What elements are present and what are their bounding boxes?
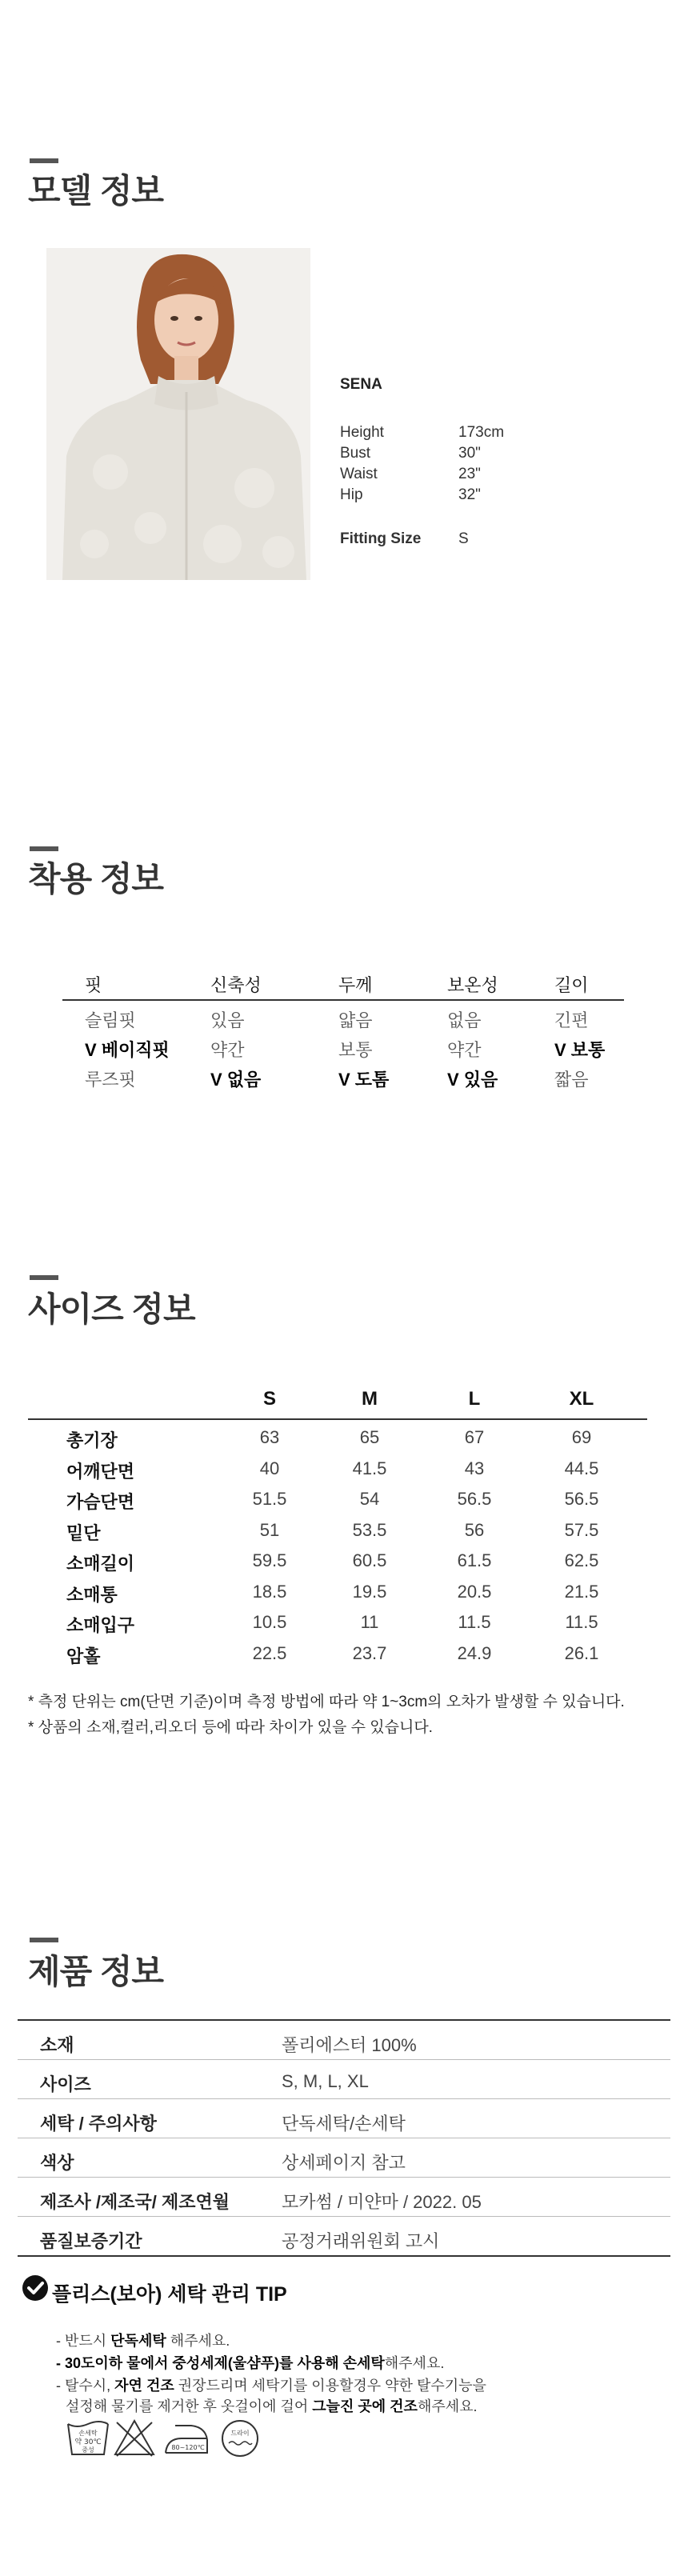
care-text: - 탈수시, — [56, 2378, 115, 2394]
size-row-label: 소매입구 — [66, 1615, 135, 1635]
fit-cell-selected: V 베이직핏 — [85, 1040, 170, 1060]
care-line — [56, 2330, 230, 2350]
size-table-row — [28, 1636, 647, 1667]
size-header-cell: L — [468, 1388, 481, 1410]
size-cell: 43 — [464, 1458, 485, 1478]
size-cell: 65 — [359, 1427, 380, 1447]
dry-clean-label: 드라이 — [230, 2430, 250, 2437]
size-cell: 18.5 — [252, 1581, 287, 1602]
fit-table-row — [62, 1030, 624, 1060]
size-cell: 56.5 — [457, 1489, 492, 1509]
size-section-bar — [30, 1275, 58, 1280]
fit-cell: 루즈핏 — [85, 1070, 136, 1090]
product-value: 공정거래위원회 고시 — [282, 2231, 440, 2251]
product-value: S, M, L, XL — [282, 2071, 369, 2091]
size-note: * 측정 단위는 cm(단면 기준)이며 측정 방법에 따라 약 1~3cm의 오차가 발생할 수 있습니다. — [28, 1694, 625, 1710]
wash-bottom-label: 중성 — [82, 2446, 94, 2454]
fit-header-cell: 보온성 — [447, 975, 498, 995]
size-section-title: 사이즈 정보 — [28, 1290, 195, 1328]
size-cell: 11.5 — [458, 1612, 491, 1632]
hand-wash-icon — [66, 2418, 110, 2463]
model-stat-label: Height — [340, 424, 384, 441]
model-section-title: 모델 정보 — [28, 172, 163, 210]
product-row — [18, 2021, 670, 2060]
size-cell: 23.7 — [352, 1642, 387, 1663]
product-label: 제조사 /제조국/ 제조연월 — [40, 2192, 230, 2212]
product-value: 단독세탁/손세탁 — [282, 2114, 406, 2134]
size-cell: 67 — [464, 1427, 485, 1447]
size-cell: 21.5 — [564, 1581, 599, 1602]
size-note: * 상품의 소재,컬러,리오더 등에 따라 차이가 있을 수 있습니다. — [28, 1719, 433, 1736]
size-cell: 41.5 — [352, 1458, 387, 1478]
product-section-title: 제품 정보 — [28, 1953, 163, 1990]
care-line — [66, 2395, 478, 2416]
care-text: 해주세요. — [166, 2333, 230, 2349]
wash-temp-label: 약 30℃ — [74, 2438, 102, 2446]
care-line — [56, 2374, 486, 2395]
fit-table-body — [62, 1001, 624, 1090]
fit-table — [62, 964, 624, 1090]
product-value: 모카썸 / 미얀마 / 2022. 05 — [282, 2192, 482, 2212]
size-table-body — [28, 1420, 647, 1666]
size-cell: 26.1 — [564, 1642, 599, 1663]
care-text-bold: - 30도이하 물에서 중성세제(울샴푸)를 사용해 손세탁 — [56, 2355, 385, 2371]
fit-header-cell: 길이 — [554, 975, 589, 995]
fit-cell: 있음 — [210, 1010, 245, 1030]
fit-cell: 약간 — [447, 1040, 482, 1060]
size-row-label: 가슴단면 — [66, 1492, 135, 1512]
iron-temp-label: 80~120℃ — [171, 2444, 205, 2451]
size-table — [28, 1380, 647, 1666]
size-cell: 56.5 — [564, 1489, 599, 1509]
model-stat-label: Waist — [340, 466, 378, 482]
size-cell: 22.5 — [252, 1642, 287, 1663]
fit-cell: 긴편 — [554, 1010, 589, 1030]
fit-header-cell: 신축성 — [210, 975, 262, 995]
fit-cell: 짧음 — [554, 1070, 589, 1090]
size-cell: 60.5 — [352, 1550, 387, 1570]
product-row — [18, 2138, 670, 2178]
wash-top-label: 손세탁 — [78, 2430, 98, 2437]
size-cell: 51 — [259, 1519, 280, 1540]
product-section-bar — [30, 1938, 58, 1942]
size-table-row — [28, 1451, 647, 1482]
size-cell: 11.5 — [565, 1612, 598, 1632]
fit-table-row — [62, 1060, 624, 1090]
size-cell: 51.5 — [252, 1489, 287, 1509]
size-cell: 54 — [359, 1489, 380, 1509]
fit-cell: 없음 — [447, 1010, 482, 1030]
size-cell: 62.5 — [564, 1550, 599, 1570]
product-table — [18, 2019, 670, 2257]
care-text-bold: 자연 건조 — [114, 2378, 174, 2394]
product-row — [18, 2217, 670, 2257]
product-row — [18, 2178, 670, 2217]
model-photo — [46, 248, 310, 580]
iron-icon — [162, 2418, 210, 2463]
dry-clean-icon — [218, 2418, 262, 2463]
size-table-row — [28, 1482, 647, 1513]
size-cell: 20.5 — [457, 1581, 492, 1602]
product-value: 폴리에스터 100% — [282, 2035, 417, 2055]
model-stat-label: Bust — [340, 445, 371, 462]
size-cell: 63 — [259, 1427, 280, 1447]
product-label: 세탁 / 주의사항 — [40, 2114, 157, 2134]
model-stat-value: 32" — [458, 486, 481, 503]
care-text: 해주세요. — [384, 2355, 445, 2371]
fit-cell-selected: V 있음 — [447, 1070, 498, 1090]
model-stat-value: 30" — [458, 445, 481, 462]
product-row — [18, 2060, 670, 2099]
size-cell: 24.9 — [457, 1642, 492, 1663]
size-row-label: 총기장 — [66, 1430, 118, 1450]
size-row-label: 소매통 — [66, 1584, 118, 1605]
model-illustration — [46, 248, 310, 580]
product-row — [18, 2099, 670, 2138]
fit-section-bar — [30, 846, 58, 851]
size-table-row — [28, 1420, 647, 1451]
size-cell: 56 — [464, 1519, 485, 1540]
size-header-cell: M — [362, 1388, 378, 1410]
fit-cell: 슬림핏 — [85, 1010, 136, 1030]
size-cell: 57.5 — [564, 1519, 599, 1540]
size-cell: 69 — [571, 1427, 592, 1447]
care-tip-title: 플리스(보아) 세탁 관리 TIP — [52, 2283, 287, 2306]
product-label: 사이즈 — [40, 2074, 91, 2094]
model-stat-value: 173cm — [458, 424, 505, 441]
fit-header-cell: 핏 — [85, 975, 102, 995]
product-label: 색상 — [40, 2153, 74, 2173]
fit-cell: 보통 — [338, 1040, 373, 1060]
size-row-label: 밑단 — [66, 1522, 101, 1543]
size-header-cell: S — [262, 1388, 276, 1410]
size-cell: 10.5 — [252, 1612, 287, 1632]
product-label: 소재 — [40, 2035, 74, 2055]
fit-cell-selected: V 보통 — [554, 1040, 606, 1060]
model-stat-value: 23" — [458, 466, 481, 482]
size-cell: 40 — [259, 1458, 280, 1478]
size-table-row — [28, 1543, 647, 1574]
size-cell: 44.5 — [564, 1458, 599, 1478]
product-value: 상세페이지 참고 — [282, 2153, 406, 2173]
size-table-row — [28, 1574, 647, 1606]
care-text: 설정해 물기를 제거한 후 옷걸이에 걸어 — [66, 2398, 313, 2414]
care-text: 해주세요. — [417, 2398, 478, 2414]
no-bleach-icon — [112, 2418, 157, 2463]
care-line — [56, 2352, 444, 2373]
product-label: 품질보증기간 — [40, 2231, 142, 2251]
size-row-label: 암홀 — [66, 1646, 101, 1666]
fitting-size-value: S — [458, 530, 469, 547]
size-table-row — [28, 1513, 647, 1544]
fit-cell: 약간 — [210, 1040, 245, 1060]
care-text: 권장드리며 세탁기를 이용할경우 약한 탈수기능을 — [174, 2378, 486, 2394]
size-cell: 59.5 — [252, 1550, 287, 1570]
size-table-row — [28, 1605, 647, 1636]
model-section-bar — [30, 158, 58, 163]
fit-cell-selected: V 없음 — [210, 1070, 262, 1090]
fit-header-cell: 두께 — [338, 975, 373, 995]
size-cell: 61.5 — [457, 1550, 492, 1570]
size-table-header — [28, 1380, 647, 1420]
model-name: SENA — [340, 376, 382, 393]
care-text-bold: 그늘진 곳에 건조 — [312, 2398, 418, 2414]
size-header-cell: XL — [569, 1388, 594, 1410]
care-text: - 반드시 — [56, 2333, 111, 2349]
size-row-label: 소매길이 — [66, 1554, 135, 1574]
fit-table-row — [62, 1001, 624, 1030]
size-row-label: 어깨단면 — [66, 1461, 135, 1482]
size-cell: 53.5 — [352, 1519, 387, 1540]
fitting-size-label: Fitting Size — [340, 530, 422, 547]
fit-section-title: 착용 정보 — [28, 860, 163, 898]
fit-cell-selected: V 도톰 — [338, 1070, 390, 1090]
fit-cell: 얇음 — [338, 1010, 373, 1030]
size-cell: 19.5 — [352, 1581, 387, 1602]
fit-table-header — [62, 964, 624, 1001]
size-cell: 11 — [360, 1612, 379, 1632]
check-circle-icon — [22, 2275, 48, 2301]
model-stat-label: Hip — [340, 486, 363, 503]
care-text-bold: 단독세탁 — [110, 2333, 166, 2349]
